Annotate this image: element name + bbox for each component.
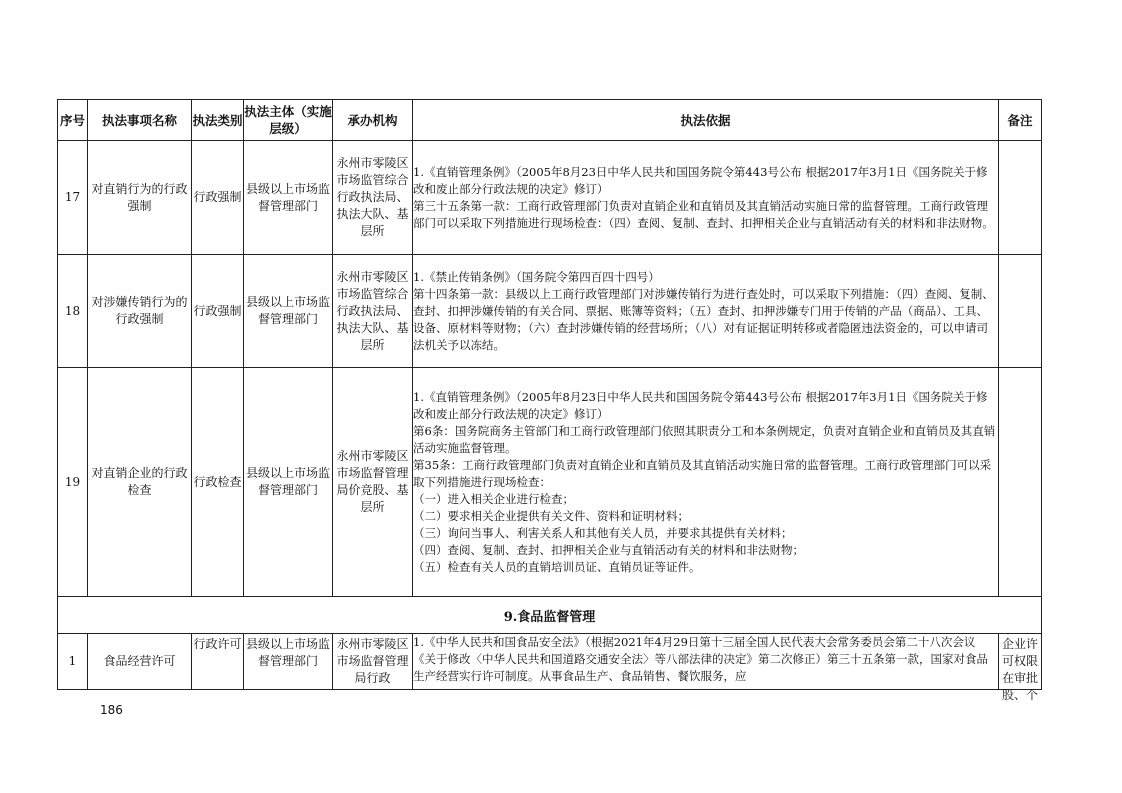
row-name: 对直销企业的行政检查 xyxy=(88,368,192,597)
row-subject xyxy=(244,634,333,690)
table-row xyxy=(58,634,1042,690)
row-name: 食品经营许可 xyxy=(88,634,192,690)
basis-paragraph: 第6条：国务院商务主管部门和工商行政管理部门依照其职责分工和本条例规定，负责对直销企业和直销员及其直销活动实施监督管理。 xyxy=(413,423,996,455)
basis-paragraph: 1.《禁止传销条例》（国务院令第四百四十四号） xyxy=(413,269,660,284)
row-org: 永州市零陵区市场监管综合行政执法局、执法大队、基层所 xyxy=(333,255,413,368)
row-basis xyxy=(413,634,999,690)
page-number: 186 xyxy=(100,703,123,717)
row-note-text: 企业许可权限在审批股、个 xyxy=(1001,636,1038,702)
basis-paragraph: 第三十五条第一款：工商行政管理部门负责对直销企业和直销员及其直销活动实施日常的监督管理。工商行政管理部门可以采取下列措施进行现场检查：（四）查阅、复制、查封、扣押相关企业与直销活动有关的材料和非法财物。 xyxy=(413,198,994,230)
row-subject: 县级以上市场监督管理部门 xyxy=(244,255,333,368)
basis-paragraph: 第35条：工商行政管理部门负责对直销企业和直销员及其直销活动实施日常的监督管理。工商行政管理部门可以采取下列措施进行现场检查： xyxy=(413,457,992,489)
basis-paragraph: （二）要求相关企业提供有关文件、资料和证明材料； xyxy=(413,508,689,523)
header-num: 序号 xyxy=(58,100,88,141)
basis-paragraph: 1.《直销管理条例》（2005年8月23日中华人民共和国国务院令第443号公布 根据2017年3月1日《国务院关于修改和废止部分行政法规的决定》修订） xyxy=(413,389,988,421)
row-note xyxy=(999,255,1042,368)
row-org: 永州市零陵区市场监督管理局价竞股、基层所 xyxy=(333,368,413,597)
row-name: 对直销行为的行政强制 xyxy=(88,141,192,255)
header-subject: 执法主体（实施层级） xyxy=(244,100,333,141)
row-num: 17 xyxy=(58,141,88,255)
header-name: 执法事项名称 xyxy=(88,100,192,141)
section-title: 9.食品监督管理 xyxy=(58,597,1042,634)
basis-paragraph: 1.《直销管理条例》（2005年8月23日中华人民共和国国务院令第443号公布 根据2017年3月1日《国务院关于修改和废止部分行政法规的决定》修订） xyxy=(413,164,988,196)
row-basis xyxy=(413,141,999,255)
row-num: 19 xyxy=(58,368,88,597)
row-org xyxy=(333,634,413,690)
row-num: 18 xyxy=(58,255,88,368)
row-note xyxy=(999,141,1042,255)
row-subject-text: 县级以上市场监督管理部门 xyxy=(245,636,330,668)
row-basis xyxy=(413,255,999,368)
row-type-text: 行政许可 xyxy=(193,636,242,651)
row-type: 行政检查 xyxy=(192,368,244,597)
basis-paragraph: （一）进入相关企业进行检查； xyxy=(413,491,574,506)
row-org: 永州市零陵区市场监管综合行政执法局、执法大队、基层所 xyxy=(333,141,413,255)
row-type: 行政强制 xyxy=(192,255,244,368)
row-num: 1 xyxy=(58,634,88,690)
row-type xyxy=(192,634,244,690)
header-row xyxy=(58,100,1042,141)
table-row xyxy=(58,368,1042,597)
basis-paragraph: （三）询问当事人、利害关系人和其他有关人员，并要求其提供有关材料； xyxy=(413,525,793,540)
enforcement-table xyxy=(57,99,1042,702)
basis-paragraph: 第十四条第一款：县级以上工商行政管理部门对涉嫌传销行为进行查处时，可以采取下列措施：（四）查阅、复制、查封、扣押涉嫌传销的有关合同、票据、账簿等资料；（五）查封、扣押涉嫌专门用于传销的产品（商品）、工具、设备、原材料等财物；（六）查封涉嫌传销的经营场所；（八）对有证据证明转移或者隐匿违法资金的，可以申请司法机关予以冻结。 xyxy=(413,286,994,352)
row-subject: 县级以上市场监督管理部门 xyxy=(244,141,333,255)
row-name: 对涉嫌传销行为的行政强制 xyxy=(88,255,192,368)
header-note: 备注 xyxy=(999,100,1042,141)
basis-paragraph: （五）检查有关人员的直销培训员证、直销员证等证件。 xyxy=(413,559,701,574)
row-subject: 县级以上市场监督管理部门 xyxy=(244,368,333,597)
header-type: 执法类别 xyxy=(192,100,244,141)
row-basis-text: 1.《中华人民共和国食品安全法》（根据2021年4月29日第十三届全国人民代表大会常务委员会第二十八次会议《关于修改〈中华人民共和国道路交通安全法〉等八部法律的决定》第二次修正）第三十五条第一款，国家对食品生产经营实行许可制度。从事食品生产、食品销售、餐饮服务，应 xyxy=(413,635,988,683)
table-row xyxy=(58,141,1042,255)
basis-paragraph: （四）查阅、复制、查封、扣押相关企业与直销活动有关的材料和非法财物； xyxy=(413,542,804,557)
header-org: 承办机构 xyxy=(333,100,413,141)
header-basis: 执法依据 xyxy=(413,100,999,141)
row-note xyxy=(999,634,1042,702)
row-note xyxy=(999,368,1042,597)
table-row xyxy=(58,255,1042,368)
row-type: 行政强制 xyxy=(192,141,244,255)
section-row xyxy=(58,597,1042,634)
row-org-text: 永州市零陵区市场监督管理局行政 xyxy=(336,636,409,685)
row-basis xyxy=(413,368,999,597)
